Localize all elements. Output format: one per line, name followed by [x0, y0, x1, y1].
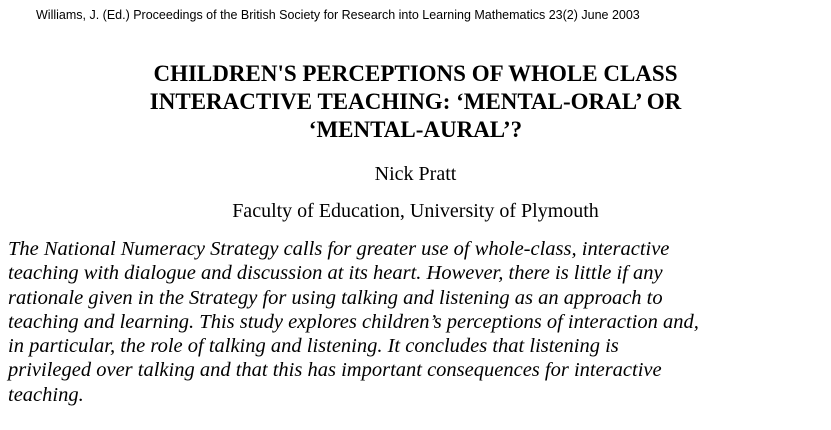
title-line: INTERACTIVE TEACHING: ‘MENTAL-ORAL’ OR	[149, 89, 682, 114]
author-name: Nick Pratt	[374, 163, 457, 185]
abstract-line: in particular, the role of talking and listening. It concludes that listening is	[8, 335, 619, 358]
abstract-line: rationale given in the Strategy for using talking and listening as an approach to	[8, 286, 663, 309]
abstract-line: teaching and learning. This study explores children’s perceptions of interaction and,	[8, 310, 699, 333]
paper-title	[0, 60, 831, 144]
abstract-line: teaching with dialogue and discussion at its heart. However, there is little if any	[8, 262, 663, 285]
abstract-line: teaching.	[8, 383, 84, 406]
abstract	[8, 237, 823, 407]
abstract-line: privileged over talking and that this has important consequences for interactive	[8, 359, 662, 382]
title-line: ‘MENTAL-AURAL’?	[308, 117, 523, 142]
abstract-line: The National Numeracy Strategy calls for greater use of whole-class, interactive	[8, 238, 670, 260]
title-line: CHILDREN'S PERCEPTIONS OF WHOLE CLASS	[153, 61, 678, 86]
author-affiliation: Faculty of Education, University of Plymouth	[232, 200, 599, 222]
proceedings-citation: Williams, J. (Ed.) Proceedings of the British Society for Research into Learning Mathematics 23(2) June 2003	[36, 8, 640, 22]
